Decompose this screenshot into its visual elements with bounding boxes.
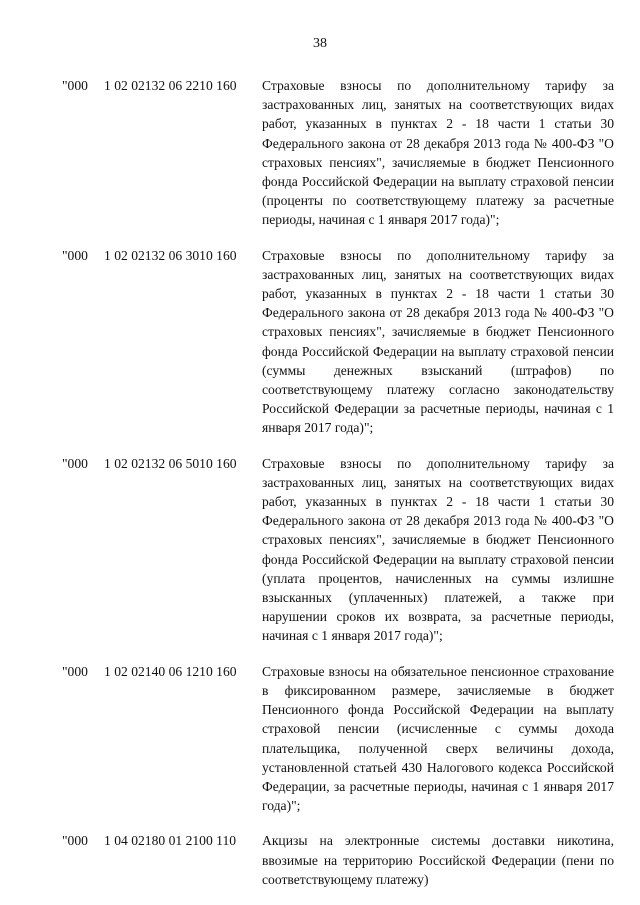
entry-prefix: "000 (62, 455, 88, 471)
entry-code: 1 02 02140 06 1210 160 (104, 663, 237, 679)
entry-description: Акцизы на электронные системы доставки никотина, ввозимые на территорию Российской Федерации (пени по соответствующему платежу) (262, 833, 614, 887)
entry-code: 1 02 02132 06 3010 160 (104, 247, 237, 263)
entry-prefix: "000 (62, 663, 88, 679)
entry-prefix: "000 (62, 833, 88, 849)
budget-code-entry (62, 831, 614, 889)
entry-description: Страховые взносы по дополнительному тарифу за застрахованных лиц, занятых на соответствующих видах работ, указанных в пунктах 2 - 18 части 1 статьи 30 Федерального закона от 28 декабря 2013 года № 400-ФЗ "О страховых пенсиях", зачисляемые в бюджет Пенсионного фонда Российской Федерации на выплату страховой пенсии (суммы денежных взысканий (штрафов) по соответствующему платежу согласно законодательству Российской Федерации за расчетные периоды, начиная с 1 января 2017 года)"; (262, 247, 614, 436)
budget-code-entry (62, 246, 614, 438)
budget-code-entry (62, 76, 614, 230)
entry-prefix: "000 (62, 247, 88, 263)
budget-code-list (62, 76, 614, 905)
entry-code: 1 02 02132 06 2210 160 (104, 78, 237, 93)
entry-code: 1 04 02180 01 2100 110 (104, 833, 237, 849)
page-number: 38 (313, 36, 327, 51)
entry-code: 1 02 02132 06 5010 160 (104, 455, 237, 471)
entry-description: Страховые взносы на обязательное пенсионное страхование в фиксированном размере, зачисляемые в бюджет Пенсионного фонда Российской Федерации на выплату страховой пенсии (исчисленные с суммы дохода плательщика, полученной сверх величины дохода, установленной статьей 430 Налогового кодекса Российской Федерации, за расчетные периоды, начиная с 1 января 2017 года)"; (262, 663, 614, 814)
budget-code-entry (62, 454, 614, 646)
entry-description: Страховые взносы по дополнительному тарифу за застрахованных лиц, занятых на соответствующих видах работ, указанных в пунктах 2 - 18 части 1 статьи 30 Федерального закона от 28 декабря 2013 года № 400-ФЗ "О страховых пенсиях", зачисляемые в бюджет Пенсионного фонда Российской Федерации на выплату страховой пенсии (уплата процентов, начисленных на суммы излишне взысканных (уплаченных) платежей, а также при нарушении сроков их возврата, за расчетные периоды, начиная с 1 января 2017 года)"; (262, 455, 614, 644)
entry-prefix: "000 (62, 78, 88, 93)
entry-description: Страховые взносы по дополнительному тарифу за застрахованных лиц, занятых на соответствующих видах работ, указанных в пунктах 2 - 18 части 1 статьи 30 Федерального закона от 28 декабря 2013 года № 400-ФЗ "О страховых пенсиях", зачисляемые в бюджет Пенсионного фонда Российской Федерации на выплату страховой пенсии (проценты по соответствующему платежу за расчетные периоды, начиная с 1 января 2017 года)"; (262, 78, 614, 228)
budget-code-entry (62, 662, 614, 816)
